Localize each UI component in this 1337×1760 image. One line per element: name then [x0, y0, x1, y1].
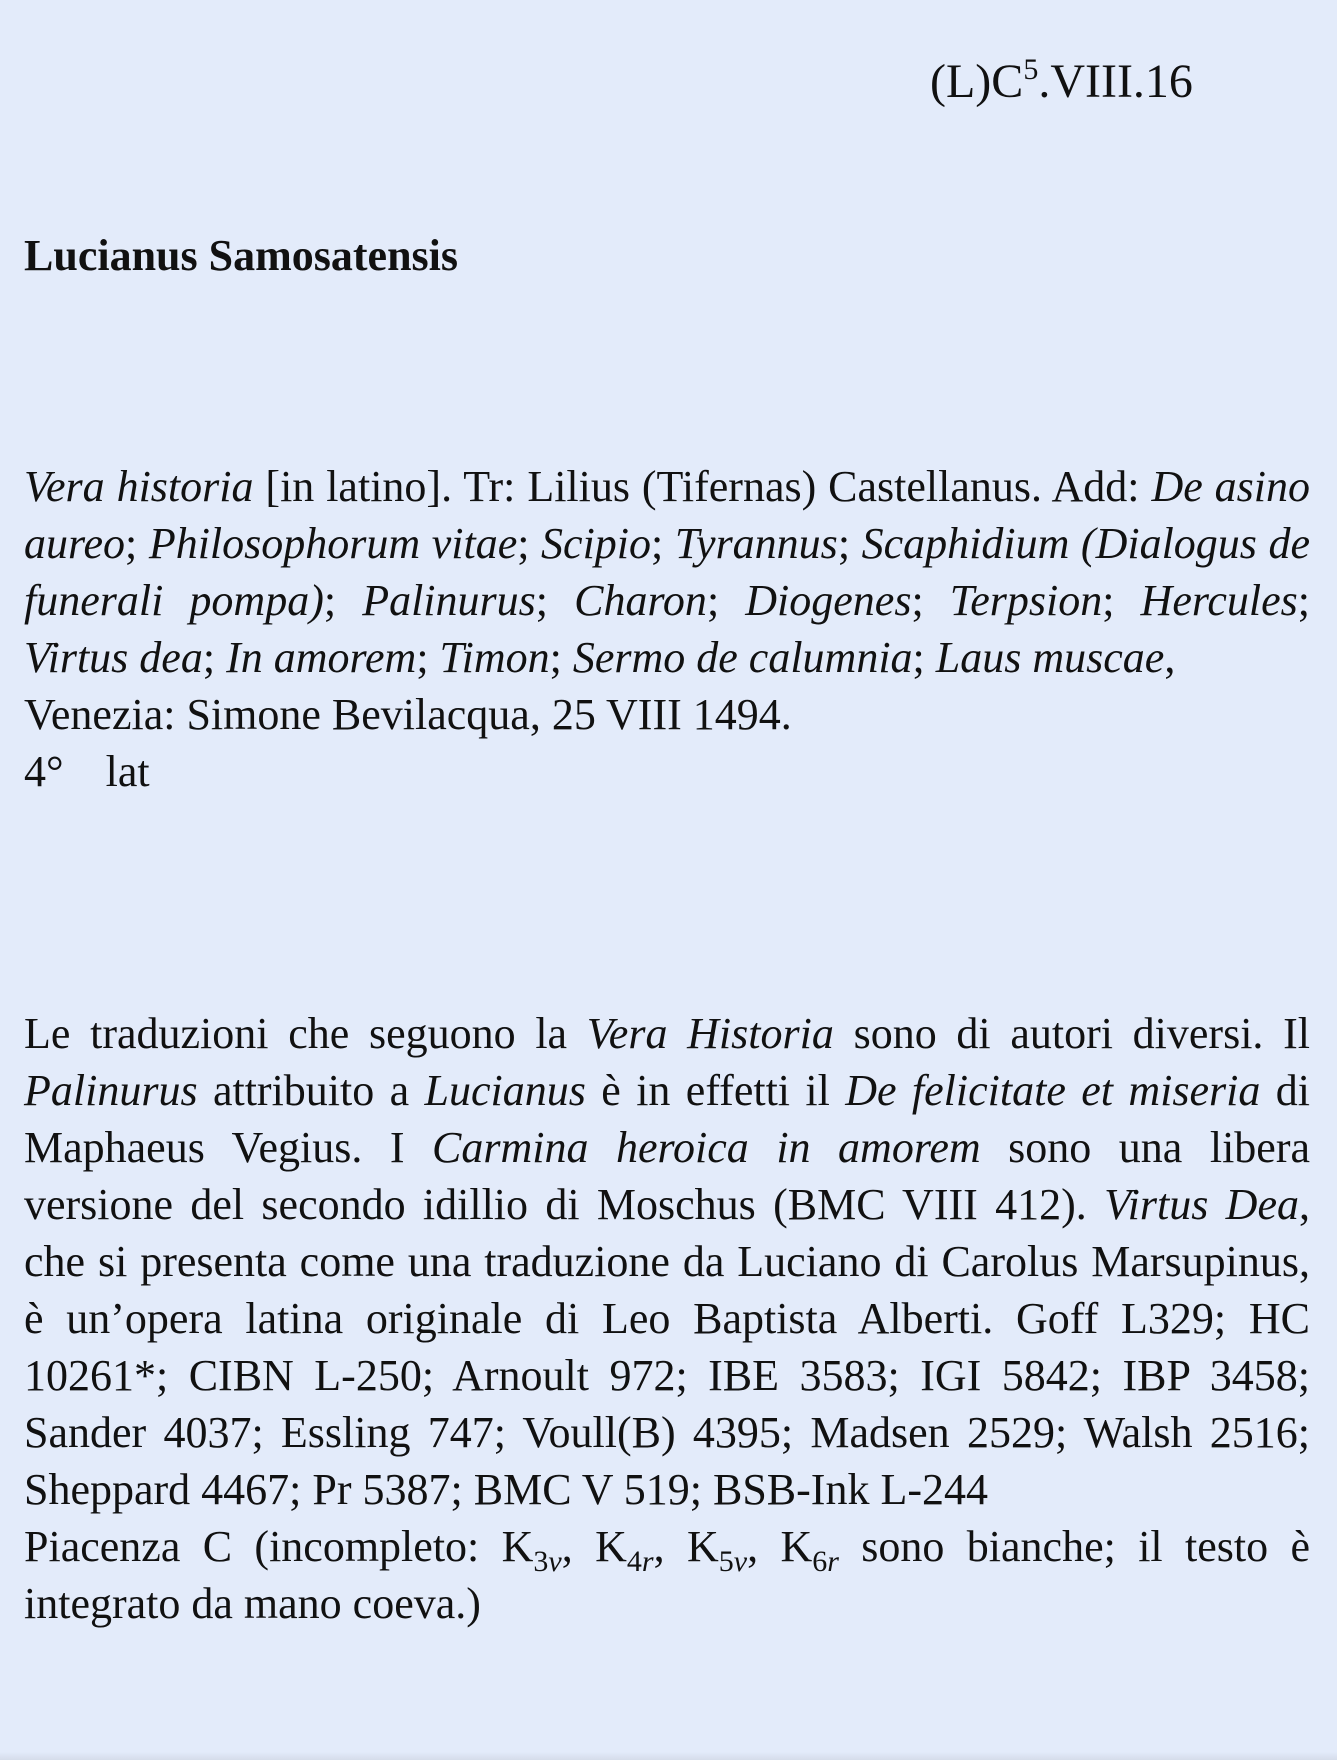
leaf-signature: $K_{5v}$ [686, 1522, 748, 1578]
work-title: De felicitate et miseria [845, 1066, 1261, 1115]
shelfmark: $(L)C^5.VIII.16$ [930, 53, 1193, 108]
separator: ; [535, 576, 575, 625]
main-title: Vera historia [24, 462, 254, 511]
leaf-signature: $K_{3v}$ [501, 1522, 562, 1578]
separator: ; [651, 519, 675, 568]
leaf-signature: $K_{6r}$ [780, 1522, 839, 1578]
translator-line: [in latino]. Tr: Lilius (Tifernas) Castellanus. Add: [253, 462, 1152, 511]
separator: , [1164, 633, 1176, 682]
author-name: Lucianus [424, 1066, 586, 1115]
separator: ; [416, 633, 440, 682]
separator: ; [125, 519, 149, 568]
author-heading: Lucianus Samosatensis [24, 231, 459, 280]
added-work-title: Timon [439, 633, 550, 682]
added-work-title: Charon [574, 576, 707, 625]
added-work-title: Terpsion [949, 576, 1103, 625]
added-work-title: Philosophorum vitae [148, 519, 518, 568]
separator: ; [1102, 576, 1141, 625]
added-work-title: Hercules [1140, 576, 1298, 625]
title-and-contents [24, 458, 1310, 686]
separator: ; [323, 576, 363, 625]
separator: ; [549, 633, 573, 682]
separator: ; [1297, 576, 1310, 625]
copy-note: Piacenza C (incompleto: $K_{3v}$, $K_{4r}$, $K_{5v}$, $K_{6r}$ sono bianche; il testo è integrato da mano coeva.) [24, 1522, 1311, 1628]
notes-section [24, 1005, 1310, 1632]
work-title: Virtus Dea [1104, 1180, 1299, 1229]
separator: ; [837, 519, 862, 568]
separator: ; [706, 576, 746, 625]
added-work-title: Scaphidium (Dialogus de funerali pompa) [24, 519, 1311, 625]
bibliographic-description [24, 458, 1310, 800]
imprint: Venezia: Simone Bevilacqua, 25 VIII 1494. [24, 690, 792, 739]
notes-paragraph: Le traduzioni che seguono la Vera Historia sono di autori diversi. Il Palinurus attribuito a Lucianus è in effetti il De felicitate et miseria di Maphaeus Vegius. I Carmina heroica in amorem sono una libera versione del secondo idillio di Moschus (BMC VIII 412). Virtus Dea, che si presenta come una traduzione da Luciano di Carolus Marsupinus, è un’opera latina originale di Leo Baptista Alberti. Goff L329; HC 10261*; CIBN L-250; Arnoult 972; IBE 3583; IGI 5842; IBP 3458; Sander 4037; Essling 747; Voull(B) 4395; Madsen 2529; Walsh 2516; Sheppard 4467; Pr 5387; BMC V 519; BSB-Ink L-244 [24, 1009, 1311, 1514]
separator: ; [911, 576, 950, 625]
added-work-title: Tyrannus [674, 519, 838, 568]
language: lat [105, 747, 150, 796]
added-work-title: Sermo de calumnia [572, 633, 913, 682]
added-work-title: Diogenes [745, 576, 912, 625]
added-work-title: Laus muscae [935, 633, 1165, 682]
added-work-title: In amorem [226, 633, 417, 682]
separator: ; [517, 519, 542, 568]
work-title: Palinurus [24, 1066, 198, 1115]
work-title: Carmina heroica in amorem [432, 1123, 981, 1172]
added-work-title: Virtus dea [24, 633, 203, 682]
added-work-title: De asino aureo [24, 462, 1311, 568]
added-work-title: Scipio [541, 519, 652, 568]
added-work-title: Palinurus [362, 576, 536, 625]
separator: ; [912, 633, 936, 682]
work-title: Vera Historia [586, 1009, 834, 1058]
format: 4° [24, 747, 64, 796]
format-language [24, 743, 1310, 800]
scan-edge [0, 1752, 1337, 1760]
blank-leaves-list: $K_{3v}$, $K_{4r}$, $K_{5v}$, $K_{6r}$ [501, 1522, 839, 1578]
leaf-signature: $K_{4r}$ [595, 1522, 654, 1578]
separator: ; [202, 633, 227, 682]
